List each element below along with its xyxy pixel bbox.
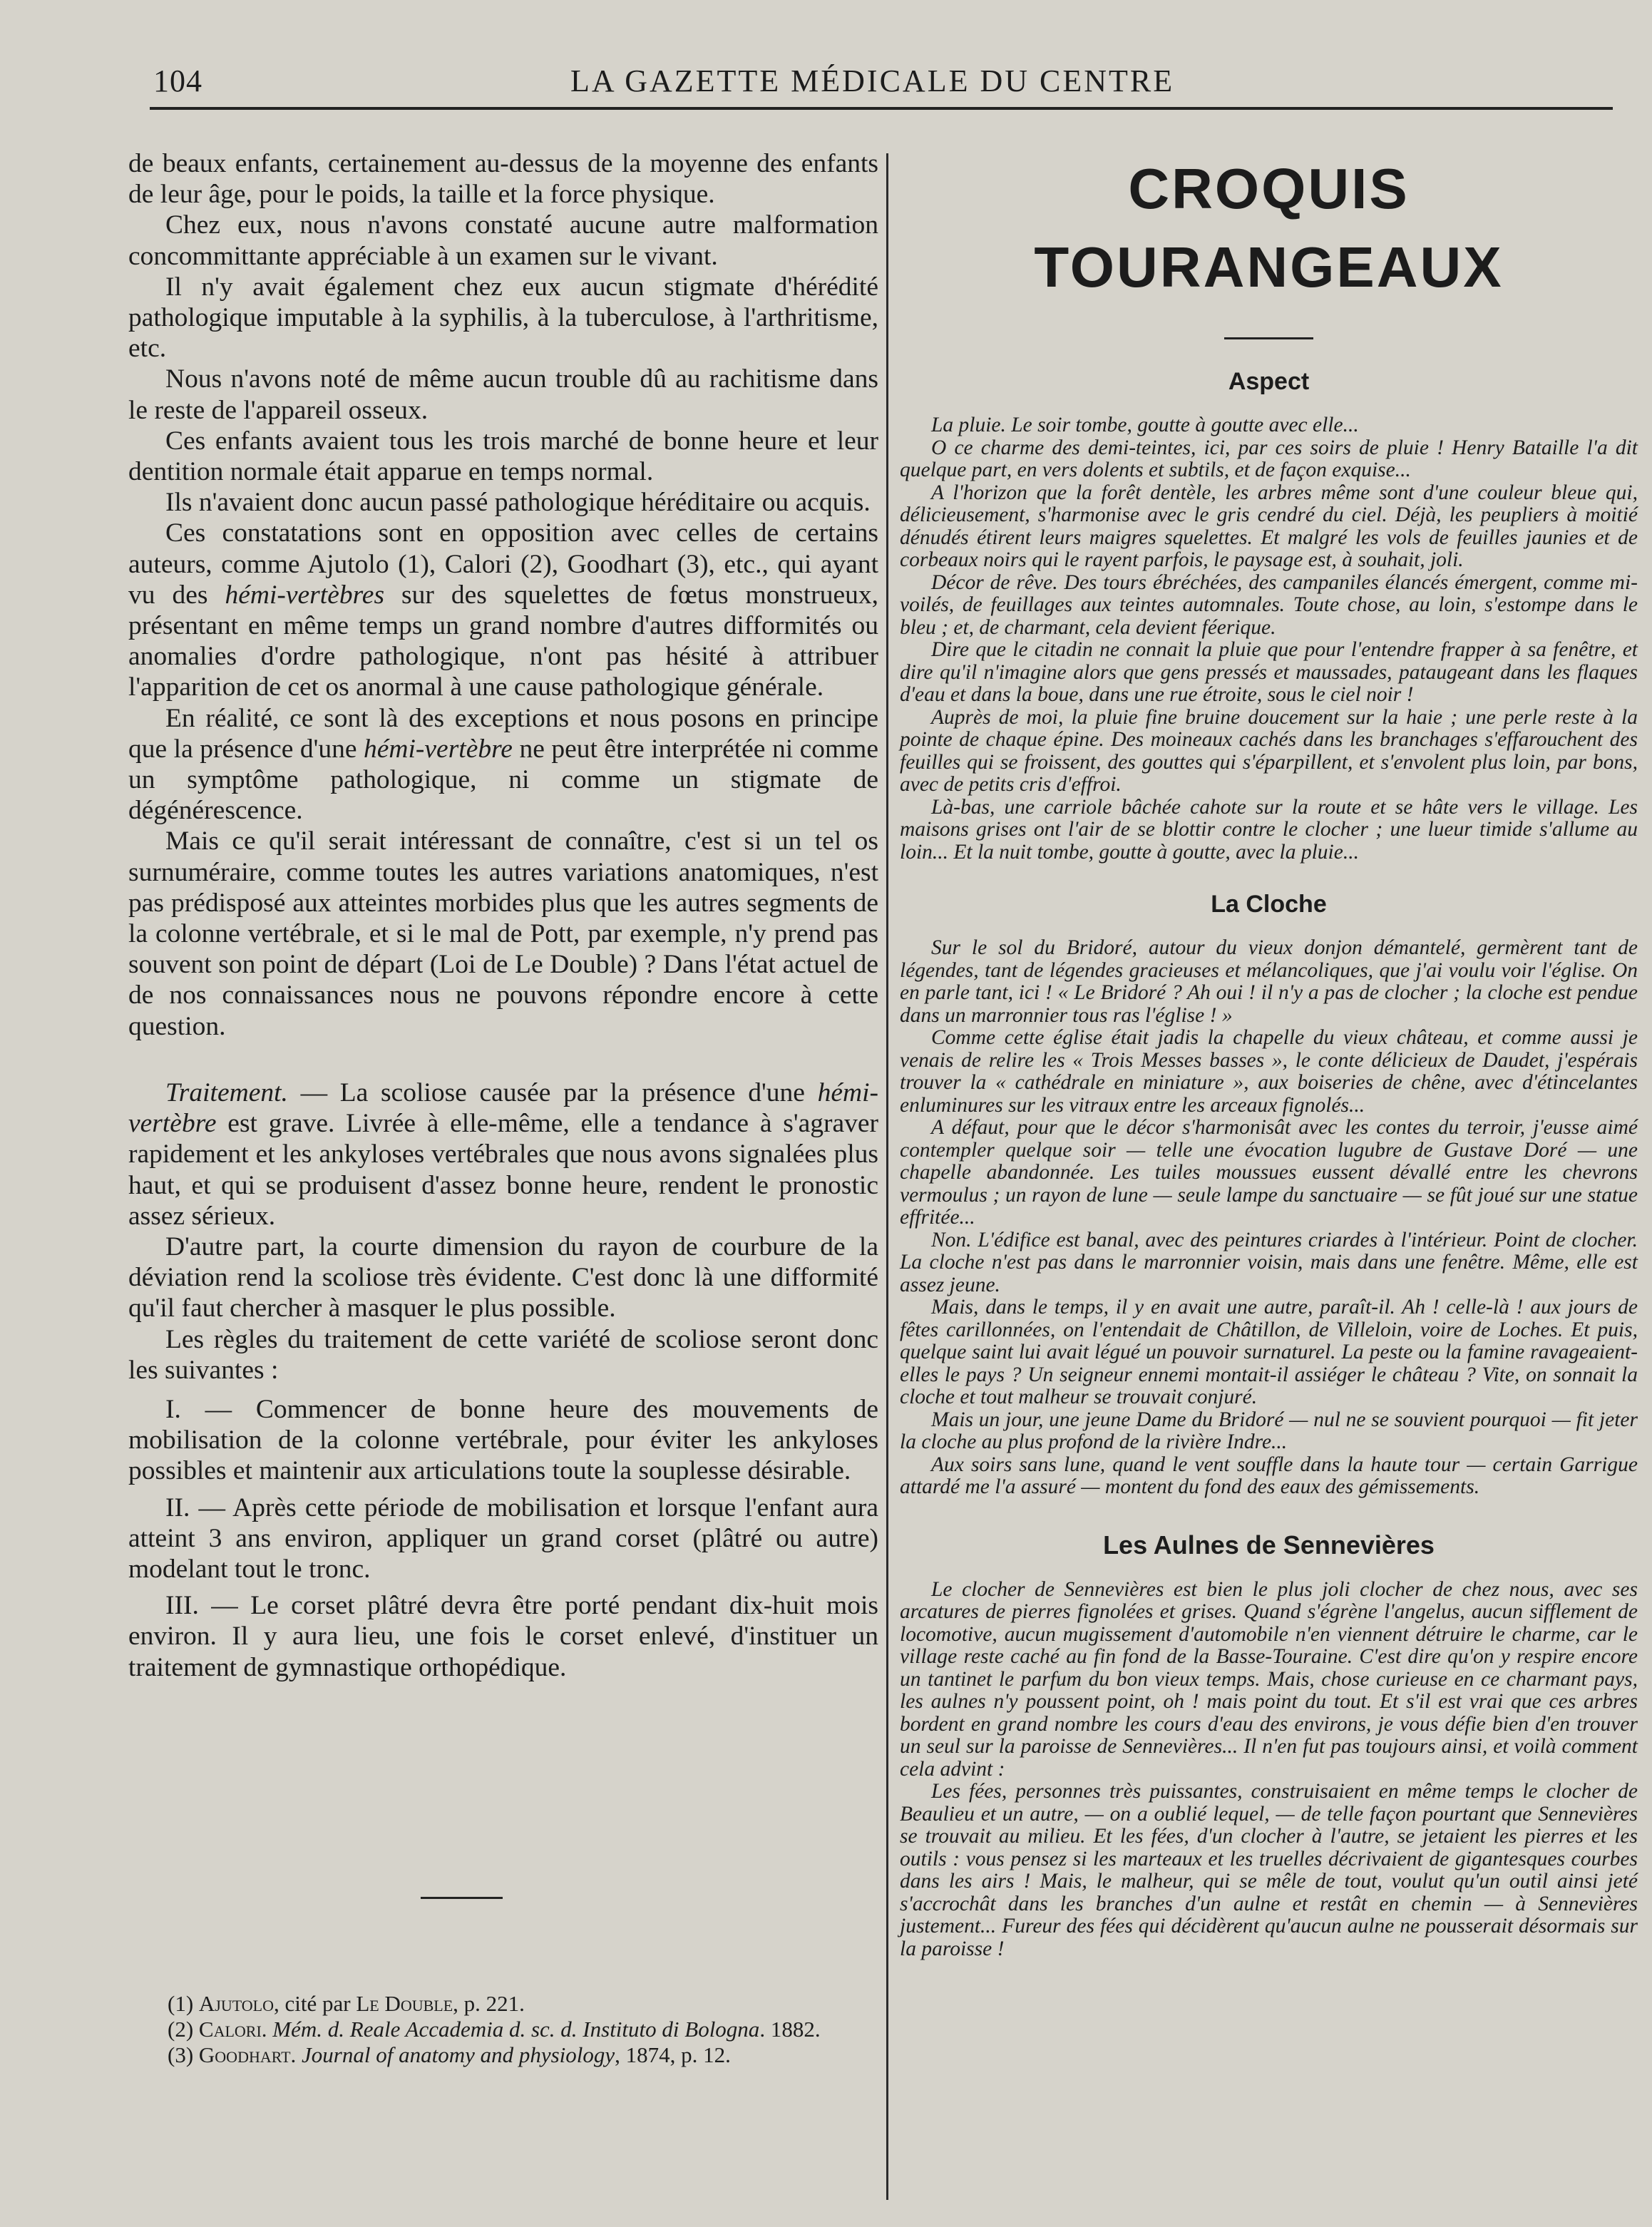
paragraph: Dire que le citadin ne connait la pluie que pour l'entendre frapper à sa fenêtre, et dire qu'il n'imagine alors que gens pressés et maussades, pataugeant dans les flaques d'eau et dans la boue, dans une rue étroite, sous le ciel noir !	[900, 638, 1638, 706]
paragraph	[128, 703, 878, 826]
footnote-author: Goodhart	[198, 2042, 291, 2067]
paragraph: Les fées, personnes très puissantes, construisaient en même temps le clocher de Beaulieu et un autre, — on a oublié lequel, — de telle façon pourtant que Sennevières se trouvait au milieu. Et les fées, d'un clocher à l'autre, se jetaient les pierres et les outils : vous pensez si les marteaux et les truelles décrivaient de gigantesques courbes dans les airs ! Mais, le malheur, qui se mêle de tout, voulut qu'un outil ainsi jeté s'accrochât dans les branches d'un aulne et restât en chemin — à Sennevières justement... Fureur des fées qui décidèrent qu'aucun aulne ne pousserait désormais sur la paroisse !	[900, 1780, 1638, 1960]
paragraph: O ce charme des demi-teintes, ici, par ces soirs de pluie ! Henry Bataille l'a dit quelque part, en vers dolents et subtils, et de façon exquise...	[900, 436, 1638, 481]
footnote-text: .	[261, 2017, 273, 2042]
paragraph: Mais un jour, une jeune Dame du Bridoré — nul ne se souvient pourquoi — fit jeter la cloche au plus profond de la rivière Indre...	[900, 1408, 1638, 1453]
section-heading-la-cloche: La Cloche	[1211, 891, 1327, 918]
section-la-cloche	[900, 937, 1638, 1499]
text-run: — La scoliose causée par la présence d'une	[287, 1077, 818, 1107]
treatment-rules	[128, 1394, 878, 1683]
section-aspect	[900, 414, 1638, 864]
paragraph: Mais ce qu'il serait intéressant de connaître, c'est si un tel os surnuméraire, comme toutes les autres variations anatomiques, n'est pas prédisposé aux atteintes morbides plus que les autres segments de la colonne vertébrale, et si le mal de Pott, par exemple, n'y prend pas souvent son point de départ (Loi de Le Double) ? Dans l'état actuel de de nos connaissances nous ne pouvons répondre encore à cette question.	[128, 826, 878, 1041]
text-run: Ces constatations sont en opposition avec celles de certains auteurs, comme Ajutolo (1), Calori (2), Goodhart (3), etc., qui ayant vu des	[128, 518, 878, 610]
paragraph: Comme cette église était jadis la chapelle du vieux château, et comme aussi je venais de relire les « Trois Messes basses », le conte délicieux de Daudet, j'espérais trouver la « cathédrale en miniature », aux boiseries de chêne, avec d'étincelantes enluminures sur les vitraux entre les arceaux fignolés...	[900, 1026, 1638, 1117]
section-heading-aspect: Aspect	[1228, 368, 1310, 395]
paragraph: Chez eux, nous n'avons constaté aucune autre malformation concommittante appréciable à un examen sur le vivant.	[128, 210, 878, 271]
paragraph: Auprès de moi, la pluie fine bruine doucement sur la haie ; une perle reste à la pointe de chaque épine. Des moineaux cachés dans les branchages s'effarouchent des feuilles qui se froissent, des gouttes qui s'éparpillent, et s'envolent plus loin, par bons, avec de petits cris d'effroi.	[900, 705, 1638, 796]
text-run: En réalité, ce sont là des exceptions et nous posons en principe que la présence d'une	[128, 703, 878, 764]
paragraph: Nous n'avons noté de même aucun trouble dû au rachitisme dans le reste de l'appareil osseux.	[128, 364, 878, 425]
paragraph: Aux soirs sans lune, quand le vent souffle dans la haute tour — certain Garrigue attardé me l'a assuré — montent du fond des eaux des gémissements.	[900, 1453, 1638, 1498]
paragraph: Le clocher de Sennevières est bien le plus joli clocher de chez nous, avec ses arcatures de pierres fignolées et grises. Quand s'égrène l'angelus, aucun sifflement de locomotive, aucun mugissement d'automobile n'en viennent détruire le charme, car le village reste caché au fin fond de la Basse-Touraine. C'est dire qu'on y respire encore un tantinet le parfum du bon vieux temps. Mais, chose curieuse en ce charmant pays, les aulnes n'y poussent point, oh ! mais point du tout. Et s'il est vrai que ces arbres bordent en grand nombre les cours d'eau des environs, je vous défie bien d'en trouver un seul sur la paroisse de Sennevières... Il n'en fut pas toujours ainsi, et voilà comment cela advint :	[900, 1577, 1638, 1781]
footnote-text: . 1882.	[759, 2017, 821, 2042]
right-column	[900, 150, 1638, 1960]
header-rule	[150, 107, 1613, 110]
footnote-title: Mém. d. Reale Accademia d. sc. d. Instituto di Bologna	[272, 2017, 760, 2042]
footnote-text: .	[290, 2042, 302, 2067]
footnote-text: , p. 221.	[453, 1991, 525, 2016]
paragraph: de beaux enfants, certainement au-dessus de la moyenne des enfants de leur âge, pour le poids, la taille et la force physique.	[128, 149, 878, 210]
footnote-title: Journal of anatomy and physiology	[302, 2042, 615, 2067]
footnote-number: (1)	[168, 1991, 194, 2016]
footnote	[168, 2042, 881, 2068]
footnote-number: (2)	[168, 2017, 194, 2042]
section-heading-les-aulnes: Les Aulnes de Sennevières	[1103, 1530, 1435, 1560]
footnote-rule	[421, 1897, 503, 1899]
emphasis: hémi-vertèbre	[364, 734, 513, 764]
paragraph: La pluie. Le soir tombe, goutte à goutte avec elle...	[931, 414, 1359, 436]
title-rule	[1224, 337, 1313, 339]
rule-item: II. — Après cette période de mobilisation et lorsque l'enfant aura atteint 3 ans environ, appliquer un grand corset (plâtré ou autre) modelant tout le tronc.	[128, 1493, 878, 1584]
paragraph: Ces enfants avaient tous les trois marché de bonne heure et leur dentition normale était apparue en temps normal.	[128, 426, 878, 487]
section-les-aulnes	[900, 1579, 1638, 1961]
journal-title: LA GAZETTE MÉDICALE DU CENTRE	[570, 63, 1175, 98]
paragraph: Non. L'édifice est banal, avec des peintures criardes à l'intérieur. Point de clocher. La cloche n'est pas dans le marronnier voisin, mais dans une fenêtre. Même, elle est assez jeune.	[900, 1228, 1638, 1296]
paragraph: A défaut, pour que le décor s'harmonisât avec les contes du terroir, j'eusse aimé contempler quelque soir — telle une évocation lugubre de Gustave Doré — une chapelle abandonnée. Les tuiles moussues eussent dévallé entre les chevrons vermoulus ; un rayon de lune — seule lampe du sanctuaire — se fût joué sur une statue effritée...	[900, 1116, 1638, 1229]
footnotes	[168, 1991, 881, 2068]
text-run: est grave. Livrée à elle-même, elle a tendance à s'agraver rapidement et les ankyloses vertébrales que nous avons signalées plus haut, et qui se produisent d'assez bonne heure, rendent le pronostic assez sérieux.	[128, 1109, 878, 1231]
footnote-number: (3)	[168, 2042, 194, 2067]
paragraph: Il n'y avait également chez eux aucun stigmate d'hérédité pathologique imputable à la syphilis, à la tuberculose, à l'arthritisme, etc.	[128, 272, 878, 364]
emphasis: hémi-vertèbre	[128, 1077, 878, 1139]
footnote-text: , cité par	[274, 1991, 356, 2016]
emphasis: hémi-vertèbres	[225, 580, 385, 610]
left-column	[128, 148, 878, 1683]
rule-item: III. — Le corset plâtré devra être porté pendant dix-huit mois environ. Il y aura lieu, une fois le corset enlevé, d'instituer un traitement de gymnastique orthopédique.	[128, 1591, 878, 1682]
paragraph	[128, 518, 878, 702]
text-run: sur des squelettes de fœtus monstrueux, présentant en même temps un grand nombre d'autres difformités ou anomalies d'ordre pathologique, n'ont pas hésité à attribuer l'apparition de cet os anormal à une cause pathologique générale.	[128, 580, 878, 702]
footnote-author: Ajutolo	[198, 1991, 274, 2016]
page-number: 104	[153, 63, 202, 98]
paragraph: Ils n'avaient donc aucun passé pathologique héréditaire ou acquis.	[165, 488, 871, 518]
article-title: CROQUIS TOURANGEAUX	[1034, 157, 1504, 299]
rule-item: I. — Commencer de bonne heure des mouvements de mobilisation de la colonne vertébrale, pour éviter les ankyloses possibles et maintenir aux articulations toute la souplesse désirable.	[128, 1394, 878, 1486]
running-head	[153, 63, 1609, 106]
paragraph: D'autre part, la courte dimension du rayon de courbure de la déviation rend la scoliose très évidente. C'est donc là une difformité qu'il faut chercher à masquer le plus possible.	[128, 1232, 878, 1324]
footnote-text: , 1874, p. 12.	[615, 2042, 731, 2067]
paragraph: Sur le sol du Bridoré, autour du vieux donjon démantelé, germèrent tant de légendes, tant de légendes gracieuses et mélancoliques, que j'ai voulu voir l'église. On en parle tant, ici ! « Le Bridoré ? Ah oui ! il n'y a pas de clocher ; la cloche est pendue dans un marronnier tous ras l'église ! »	[900, 936, 1638, 1027]
footnote-ref: Le Double	[356, 1991, 453, 2016]
section-label-traitement: Traitement.	[165, 1077, 288, 1107]
footnote	[168, 1991, 881, 2017]
paragraph: Mais, dans le temps, il y en avait une autre, paraît-il. Ah ! celle-là ! aux jours de fêtes carillonnées, on l'entendait de Châtillon, de Villeloin, voire de Loches. Et puis, quelque saint lui avait légué un pouvoir surnaturel. La peste ou la famine ravageaient-elles le pays ? Un seigneur ennemi montait-il assiéger le château ? Vite, on sonnait la cloche et tout malheur se trouvait conjuré.	[900, 1296, 1638, 1408]
column-divider	[886, 153, 888, 2200]
paragraph: Les règles du traitement de cette variété de scoliose seront donc les suivantes :	[128, 1324, 878, 1385]
text-run: ne peut être interprétée ni comme un symptôme pathologique, ni comme un stigmate de dégénérescence.	[128, 734, 878, 826]
footnote	[168, 2017, 881, 2042]
paragraph: Là-bas, une carriole bâchée cahote sur la route et se hâte vers le village. Les maisons grises ont l'air de se blottir contre le clocher ; une lueur timide s'allume au loin... Et la nuit tombe, goutte à goutte, avec la pluie...	[900, 795, 1638, 864]
paragraph: Décor de rêve. Des tours ébréchées, des campaniles élancés émergent, comme mi-voilés, de feuillages aux teintes automnales. Toute chose, au loin, s'estompe dans le bleu ; et, de charmant, cela devient féerique.	[900, 570, 1638, 639]
paragraph	[128, 1077, 878, 1232]
footnote-author: Calori	[198, 2017, 262, 2042]
paragraph: A l'horizon que la forêt dentèle, les arbres même sont d'une couleur bleue qui, délicieusement, s'harmonise avec le gris cendré du ciel. Déjà, les peupliers à moitié dénudés étirent leurs maigres squelettes. Et malgré les vols de feuilles jaunies et de corbeaux noirs qui le rayent parfois, le paysage est, à souhait, joli.	[900, 481, 1638, 571]
